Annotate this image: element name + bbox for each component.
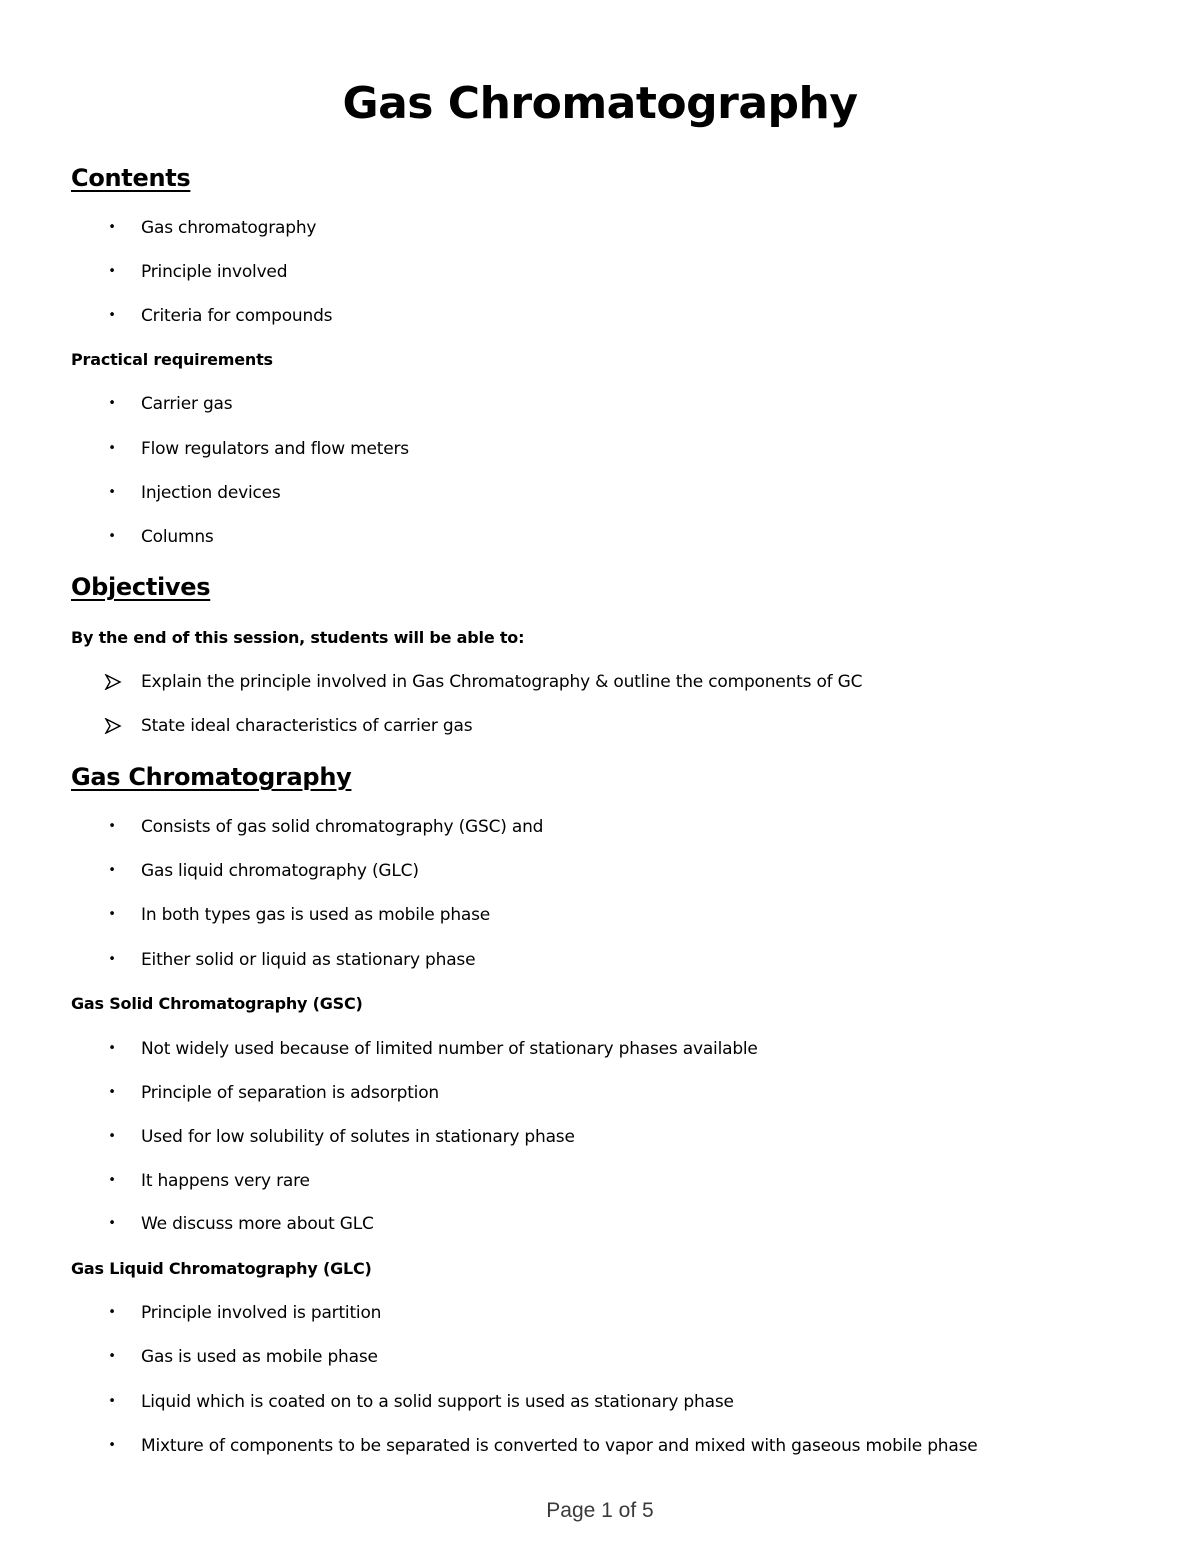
bullet-icon: • xyxy=(108,1216,116,1231)
list-item-text: Mixture of components to be separated is converted to vapor and mixed with gaseous mobile phase xyxy=(141,1436,978,1456)
practical-requirements-heading: Practical requirements xyxy=(71,350,273,369)
gsc-heading: Gas Solid Chromatography (GSC) xyxy=(71,994,363,1013)
bullet-icon: • xyxy=(108,396,116,411)
bullet-icon: • xyxy=(108,1394,116,1409)
list-item xyxy=(0,1390,1200,1414)
list-item xyxy=(0,859,1200,883)
list-item xyxy=(0,216,1200,240)
bullet-icon: • xyxy=(108,863,116,878)
list-item-text: Not widely used because of limited number of stationary phases available xyxy=(141,1039,758,1059)
list-item-text: Principle of separation is adsorption xyxy=(141,1083,439,1103)
list-item-text: Consists of gas solid chromatography (GSC) and xyxy=(141,817,544,837)
list-item xyxy=(0,260,1200,284)
bullet-icon: • xyxy=(108,952,116,967)
list-item xyxy=(0,1301,1200,1325)
document-title: Gas Chromatography xyxy=(342,78,858,129)
list-item-text: Flow regulators and flow meters xyxy=(141,439,409,459)
list-item xyxy=(0,481,1200,505)
page-number: Page 1 of 5 xyxy=(546,1499,654,1522)
list-item xyxy=(0,437,1200,461)
list-item xyxy=(0,1081,1200,1105)
list-item-text: State ideal characteristics of carrier gas xyxy=(141,716,473,736)
list-item xyxy=(0,304,1200,328)
list-item xyxy=(0,1345,1200,1369)
list-item-text: Principle involved is partition xyxy=(141,1303,382,1323)
objectives-heading: Objectives xyxy=(71,573,211,601)
list-item-text: Gas is used as mobile phase xyxy=(141,1347,378,1367)
bullet-icon: • xyxy=(108,485,116,500)
bullet-icon: • xyxy=(108,819,116,834)
list-item xyxy=(0,392,1200,416)
list-item-text: Columns xyxy=(141,527,214,547)
arrow-bullet-icon xyxy=(104,718,122,734)
gas-chromatography-heading: Gas Chromatography xyxy=(71,763,352,791)
bullet-icon: • xyxy=(108,441,116,456)
bullet-icon: • xyxy=(108,1129,116,1144)
objectives-intro: By the end of this session, students will be able to: xyxy=(71,628,525,647)
contents-heading: Contents xyxy=(71,164,191,192)
bullet-icon: • xyxy=(108,1085,116,1100)
arrow-bullet-icon xyxy=(104,674,122,690)
list-item-text: Gas chromatography xyxy=(141,218,317,238)
bullet-icon: • xyxy=(108,1173,116,1188)
list-item xyxy=(0,815,1200,839)
bullet-icon: • xyxy=(108,1349,116,1364)
bullet-icon: • xyxy=(108,529,116,544)
list-item xyxy=(0,670,1200,694)
list-item-text: Principle involved xyxy=(141,262,288,282)
list-item-text: Carrier gas xyxy=(141,394,233,414)
list-item-text: Gas liquid chromatography (GLC) xyxy=(141,861,419,881)
bullet-icon: • xyxy=(108,220,116,235)
list-item-text: We discuss more about GLC xyxy=(141,1214,374,1234)
list-item-text: Liquid which is coated on to a solid support is used as stationary phase xyxy=(141,1392,734,1412)
list-item-text: Injection devices xyxy=(141,483,281,503)
list-item-text: It happens very rare xyxy=(141,1171,310,1191)
bullet-icon: • xyxy=(108,1438,116,1453)
bullet-icon: • xyxy=(108,308,116,323)
bullet-icon: • xyxy=(108,1041,116,1056)
list-item-text: Used for low solubility of solutes in stationary phase xyxy=(141,1127,575,1147)
list-item xyxy=(0,714,1200,738)
list-item xyxy=(0,1169,1200,1193)
list-item xyxy=(0,948,1200,972)
bullet-icon: • xyxy=(108,1305,116,1320)
list-item xyxy=(0,1037,1200,1061)
list-item xyxy=(0,1212,1200,1236)
glc-heading: Gas Liquid Chromatography (GLC) xyxy=(71,1259,372,1278)
list-item-text: Either solid or liquid as stationary phase xyxy=(141,950,476,970)
list-item-text: Criteria for compounds xyxy=(141,306,333,326)
list-item-text: Explain the principle involved in Gas Chromatography & outline the components of GC xyxy=(141,672,863,692)
list-item xyxy=(0,1125,1200,1149)
list-item xyxy=(0,1434,1200,1458)
bullet-icon: • xyxy=(108,264,116,279)
list-item-text: In both types gas is used as mobile phase xyxy=(141,905,491,925)
bullet-icon: • xyxy=(108,907,116,922)
list-item xyxy=(0,903,1200,927)
list-item xyxy=(0,525,1200,549)
